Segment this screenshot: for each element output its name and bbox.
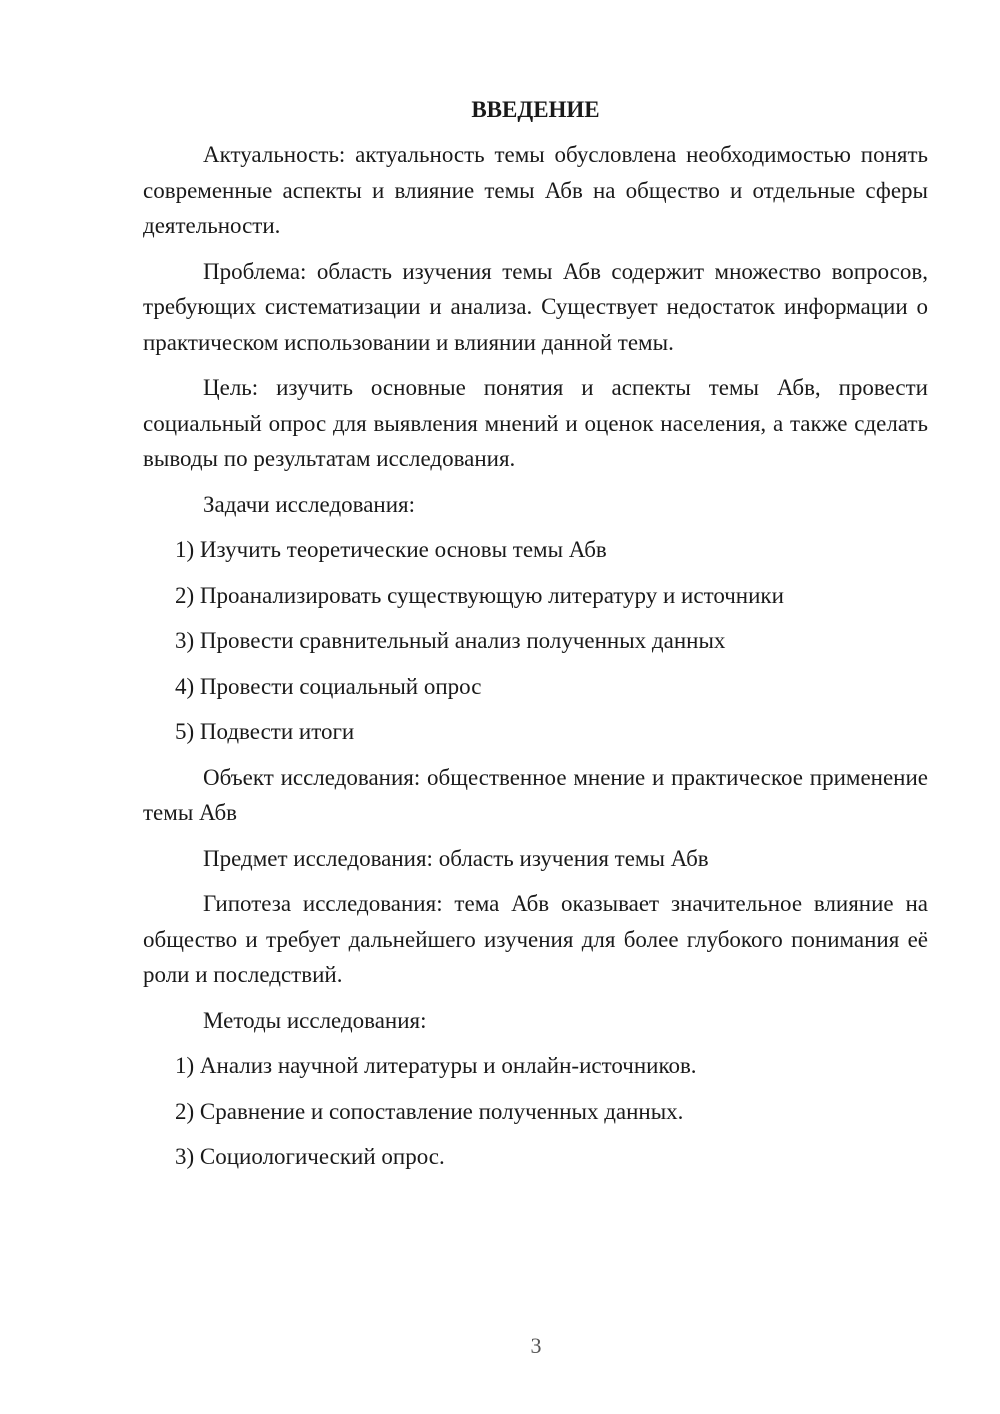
methods-heading: Методы исследования: [203, 1007, 427, 1033]
list-item: 3) Провести сравнительный анализ полученных данных [175, 628, 726, 653]
goal-paragraph: Цель: изучить основные понятия и аспекты темы Абв, провести социальный опрос для выявления мнений и оценок населения, а также сделать выводы по результатам исследования. [143, 375, 928, 471]
tasks-heading: Задачи исследования: [203, 491, 416, 517]
page-number: 3 [530, 1333, 542, 1358]
document-page [143, 92, 928, 1185]
problem-paragraph: Проблема: область изучения темы Абв содержит множество вопросов, требующих систематизации и анализа. Существует недостаток информации о практическом использовании и влиянии данной темы. [143, 258, 928, 355]
methods-list [143, 1048, 928, 1175]
object-paragraph: Объект исследования: общественное мнение и практическое применение темы Абв [143, 764, 928, 825]
list-item: 1) Анализ научной литературы и онлайн-источников. [175, 1053, 697, 1078]
page-title: ВВЕДЕНИЕ [471, 97, 600, 122]
subject-paragraph: Предмет исследования: область изучения темы Абв [203, 845, 709, 871]
tasks-list [143, 532, 928, 750]
list-item: 4) Провести социальный опрос [175, 673, 482, 699]
relevance-paragraph: Актуальность: актуальность темы обусловлена необходимостью понять современные аспекты и влияние темы Абв на общество и отдельные сферы деятельности. [143, 142, 928, 238]
list-item: 3) Социологический опрос. [175, 1144, 445, 1169]
list-item: 5) Подвести итоги [175, 719, 355, 744]
list-item: 1) Изучить теоретические основы темы Абв [175, 537, 607, 562]
list-item: 2) Сравнение и сопоставление полученных данных. [175, 1098, 684, 1124]
list-item: 2) Проанализировать существующую литературу и источники [175, 582, 784, 608]
hypothesis-paragraph: Гипотеза исследования: тема Абв оказывает значительное влияние на общество и требует дальнейшего изучения для более глубокого понимания её роли и последствий. [143, 891, 928, 987]
